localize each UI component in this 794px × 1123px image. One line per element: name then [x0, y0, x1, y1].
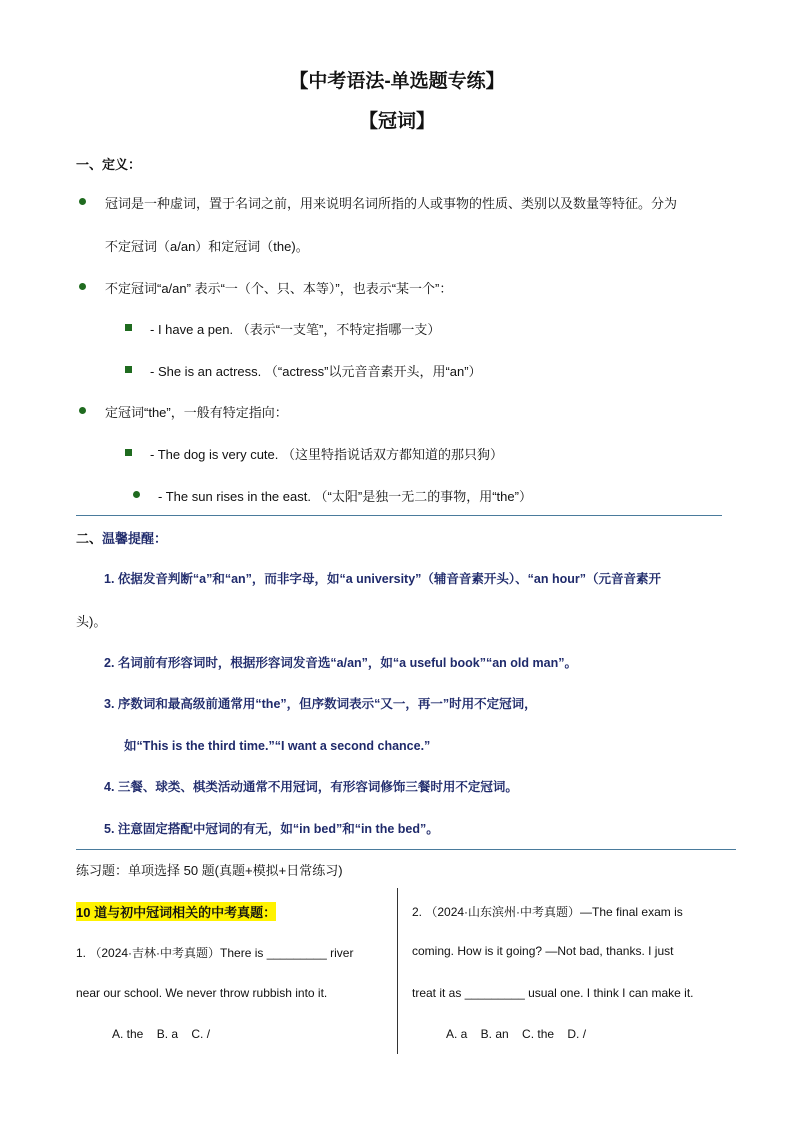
bullet-dot-icon	[133, 491, 140, 498]
bullet-square-icon	[125, 449, 132, 456]
bullet3-example1: - The dog is very cute. （这里特指说话双方都知道的那只狗）	[150, 447, 503, 462]
tip1-line1: 1. 依据发音判断“a”和“an”，而非字母，如“a university”（辅音音素开头）、“an hour”（元音音素开	[104, 572, 661, 586]
tip3-line1: 3. 序数词和最高级前通常用“the”，但序数词表示“又一，再一”时用不定冠词，	[104, 697, 537, 711]
tip5: 5. 注意固定搭配中冠词的有无，如“in bed”和“in the bed”。	[104, 822, 439, 836]
section2-heading	[76, 528, 167, 547]
question2-line2: coming. How is it going? —Not bad, thanks. I just	[412, 944, 674, 958]
column-divider	[397, 888, 398, 1054]
bullet1-line1: 冠词是一种虚词，置于名词之前，用来说明名词所指的人或事物的性质、类别以及数量等特征。分为	[105, 196, 678, 211]
practice-heading: 练习题：单项选择 50 题(真题+模拟+日常练习)	[76, 863, 343, 878]
question2-line3: treat it as _________ usual one. I think I can make it.	[412, 986, 694, 1000]
tip4: 4. 三餐、球类、棋类活动通常不用冠词，有形容词修饰三餐时用不定冠词。	[104, 780, 518, 794]
bullet-dot-icon	[79, 407, 86, 414]
bullet2-example1: - I have a pen. （表示“一支笔”，不特定指哪一支）	[150, 322, 441, 337]
tip2: 2. 名词前有形容词时，根据形容词发音选“a/an”，如“a useful book”“an old man”。	[104, 656, 577, 670]
bullet-dot-icon	[79, 283, 86, 290]
question1-options: A. the B. a C. /	[112, 1027, 211, 1041]
bullet1-line2: 不定冠词（a/an）和定冠词（the)。	[105, 239, 309, 254]
bullet-square-icon	[125, 324, 132, 331]
bullet2-example2: - She is an actress. （“actress”以元音音素开头，用“an”）	[150, 364, 482, 379]
question2-line1: 2. （2024·山东滨州·中考真题）—The final exam is	[412, 905, 683, 919]
question1-line2: near our school. We never throw rubbish into it.	[76, 986, 328, 1000]
section-divider	[76, 515, 722, 516]
bullet3-text: 定冠词“the”，一般有特定指向：	[105, 405, 288, 420]
tip1-line2: 头)。	[76, 614, 107, 629]
section-divider	[76, 849, 736, 850]
bullet2-text: 不定冠词“a/an” 表示“一（个、只、本等）”，也表示“某一个”：	[105, 281, 453, 296]
bullet-dot-icon	[79, 198, 86, 205]
question1-line1: 1. （2024·吉林·中考真题）There is _________ river	[76, 946, 354, 960]
section2-number: 二、	[76, 531, 103, 546]
bullet3-example2: - The sun rises in the east. （“太阳”是独一无二的事物，用“the”）	[158, 489, 532, 504]
highlighted-heading: 10 道与初中冠词相关的中考真题：	[76, 902, 276, 921]
page-subtitle: 【冠词】	[358, 111, 435, 132]
section1-heading: 一、定义：	[76, 157, 142, 172]
question2-options: A. a B. an C. the D. /	[446, 1027, 587, 1041]
section2-title: 温馨提醒：	[102, 531, 168, 546]
page-title: 【中考语法-单选题专练】	[289, 71, 505, 92]
tip3-line2: 如“This is the third time.”“I want a second chance.”	[124, 739, 431, 753]
bullet-square-icon	[125, 366, 132, 373]
